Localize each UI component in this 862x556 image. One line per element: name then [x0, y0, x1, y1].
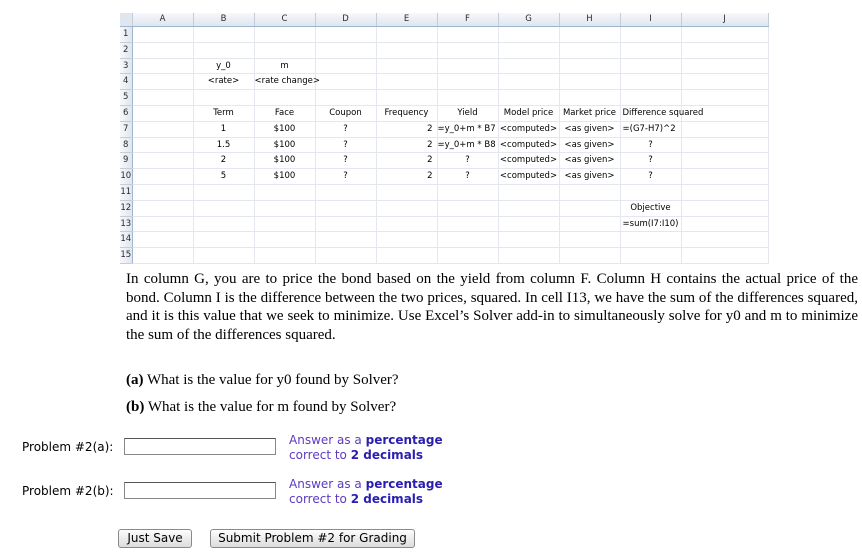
- cell-b8: 1.5: [193, 137, 254, 153]
- sheet-row: [120, 169, 768, 185]
- cell-f9: ?: [437, 153, 498, 169]
- cell-b10: 5: [193, 169, 254, 185]
- cell-g8: <computed>: [498, 137, 559, 153]
- question-b-text: What is the value for m found by Solver?: [147, 399, 397, 415]
- sheet-row: [120, 184, 768, 200]
- cell-i9: ?: [620, 153, 681, 169]
- answer-a-input[interactable]: [124, 438, 276, 455]
- cell-c3: m: [254, 58, 315, 74]
- answer-b-label: Problem #2(b):: [22, 484, 114, 498]
- hint-emphasis: percentage: [365, 477, 443, 491]
- column-header: C: [254, 13, 315, 27]
- cell-e6: Frequency: [376, 105, 437, 121]
- cell-f6: Yield: [437, 105, 498, 121]
- sheet-row: [120, 232, 768, 248]
- sheet-row: [120, 121, 768, 137]
- select-all-corner: [120, 13, 132, 27]
- cell-d8: ?: [315, 137, 376, 153]
- column-header: F: [437, 13, 498, 27]
- sheet-row: [120, 74, 768, 90]
- cell-g6: Model price: [498, 105, 559, 121]
- cell-h9: <as given>: [559, 153, 620, 169]
- answer-b-input[interactable]: [124, 482, 276, 499]
- column-header: D: [315, 13, 376, 27]
- cell-c10: $100: [254, 169, 315, 185]
- row-header: 10: [120, 169, 132, 185]
- cell-f8: =y_0+m * B8: [437, 137, 498, 153]
- sheet-row: [120, 200, 768, 216]
- hint-emphasis: 2 decimals: [350, 448, 424, 462]
- row-header: 13: [120, 216, 132, 232]
- sheet-row: [120, 42, 768, 58]
- hint-text: Answer as a: [289, 477, 366, 491]
- row-header: 9: [120, 153, 132, 169]
- row-header: 5: [120, 90, 132, 106]
- row-header: 3: [120, 58, 132, 74]
- answer-a-label: Problem #2(a):: [22, 440, 114, 454]
- sheet-row: [120, 105, 768, 121]
- question-b-label: (b): [126, 399, 145, 415]
- row-header: 8: [120, 137, 132, 153]
- answer-a-hint: [289, 433, 443, 463]
- sheet-row: [120, 27, 768, 43]
- cell-g9: <computed>: [498, 153, 559, 169]
- sheet-row: [120, 58, 768, 74]
- question-a-text: What is the value for y0 found by Solver?: [146, 372, 399, 388]
- cell-e9: 2: [376, 153, 437, 169]
- row-header: 11: [120, 184, 132, 200]
- sheet-row: [120, 90, 768, 106]
- column-header: A: [132, 13, 193, 27]
- row-header: 7: [120, 121, 132, 137]
- column-header-row: [120, 13, 768, 27]
- just-save-button[interactable]: Just Save: [118, 529, 192, 548]
- sheet-row: [120, 216, 768, 232]
- cell-i10: ?: [620, 169, 681, 185]
- column-header: B: [193, 13, 254, 27]
- cell-i13: =sum(I7:I10): [620, 216, 681, 232]
- row-header: 15: [120, 248, 132, 264]
- cell-c9: $100: [254, 153, 315, 169]
- sheet-row: [120, 153, 768, 169]
- column-header: I: [620, 13, 681, 27]
- cell-i6: Difference squared: [620, 105, 681, 121]
- question-a: [126, 372, 399, 389]
- cell-d7: ?: [315, 121, 376, 137]
- problem-description: In column G, you are to price the bond based on the yield from column F. Column H contains the actual price of the bond. Column I is the difference between the two prices, squared. In cell I13, we have the sum of the differences squared, and it is this value that we seek to minimize. Use Excel’s Solver add-in to simultaneously solve for y0 and m to minimize the sum of the differences squared.: [126, 271, 858, 343]
- spreadsheet-image: [120, 13, 768, 261]
- cell-i7: =(G7-H7)^2: [620, 121, 681, 137]
- cell-d10: ?: [315, 169, 376, 185]
- cell-h7: <as given>: [559, 121, 620, 137]
- cell-h10: <as given>: [559, 169, 620, 185]
- cell-h6: Market price: [559, 105, 620, 121]
- cell-h8: <as given>: [559, 137, 620, 153]
- cell-f10: ?: [437, 169, 498, 185]
- cell-e8: 2: [376, 137, 437, 153]
- row-header: 1: [120, 27, 132, 43]
- cell-d9: ?: [315, 153, 376, 169]
- cell-e7: 2: [376, 121, 437, 137]
- question-a-label: (a): [126, 372, 144, 388]
- answer-b-hint: [289, 477, 443, 507]
- cell-b9: 2: [193, 153, 254, 169]
- cell-c6: Face: [254, 105, 315, 121]
- cell-d6: Coupon: [315, 105, 376, 121]
- cell-i8: ?: [620, 137, 681, 153]
- cell-b3: y_0: [193, 58, 254, 74]
- hint-emphasis: 2 decimals: [350, 492, 424, 506]
- row-header: 6: [120, 105, 132, 121]
- hint-text: correct to: [289, 448, 351, 462]
- sheet-row: [120, 248, 768, 264]
- hint-text: Answer as a: [289, 433, 366, 447]
- cell-b7: 1: [193, 121, 254, 137]
- sheet-row: [120, 137, 768, 153]
- cell-g10: <computed>: [498, 169, 559, 185]
- cell-b6: Term: [193, 105, 254, 121]
- submit-button[interactable]: Submit Problem #2 for Grading: [210, 529, 415, 548]
- cell-f7: =y_0+m * B7: [437, 121, 498, 137]
- column-header: H: [559, 13, 620, 27]
- cell-g7: <computed>: [498, 121, 559, 137]
- row-header: 14: [120, 232, 132, 248]
- hint-text: correct to: [289, 492, 351, 506]
- hint-emphasis: percentage: [365, 433, 443, 447]
- cell-e10: 2: [376, 169, 437, 185]
- row-header: 2: [120, 42, 132, 58]
- cell-i12: Objective: [620, 200, 681, 216]
- column-header: J: [681, 13, 768, 27]
- cell-c7: $100: [254, 121, 315, 137]
- question-b: [126, 399, 396, 416]
- cell-c8: $100: [254, 137, 315, 153]
- row-header: 12: [120, 200, 132, 216]
- cell-b4: <rate>: [193, 74, 254, 90]
- cell-c4: <rate change>: [254, 74, 315, 90]
- column-header: E: [376, 13, 437, 27]
- column-header: G: [498, 13, 559, 27]
- row-header: 4: [120, 74, 132, 90]
